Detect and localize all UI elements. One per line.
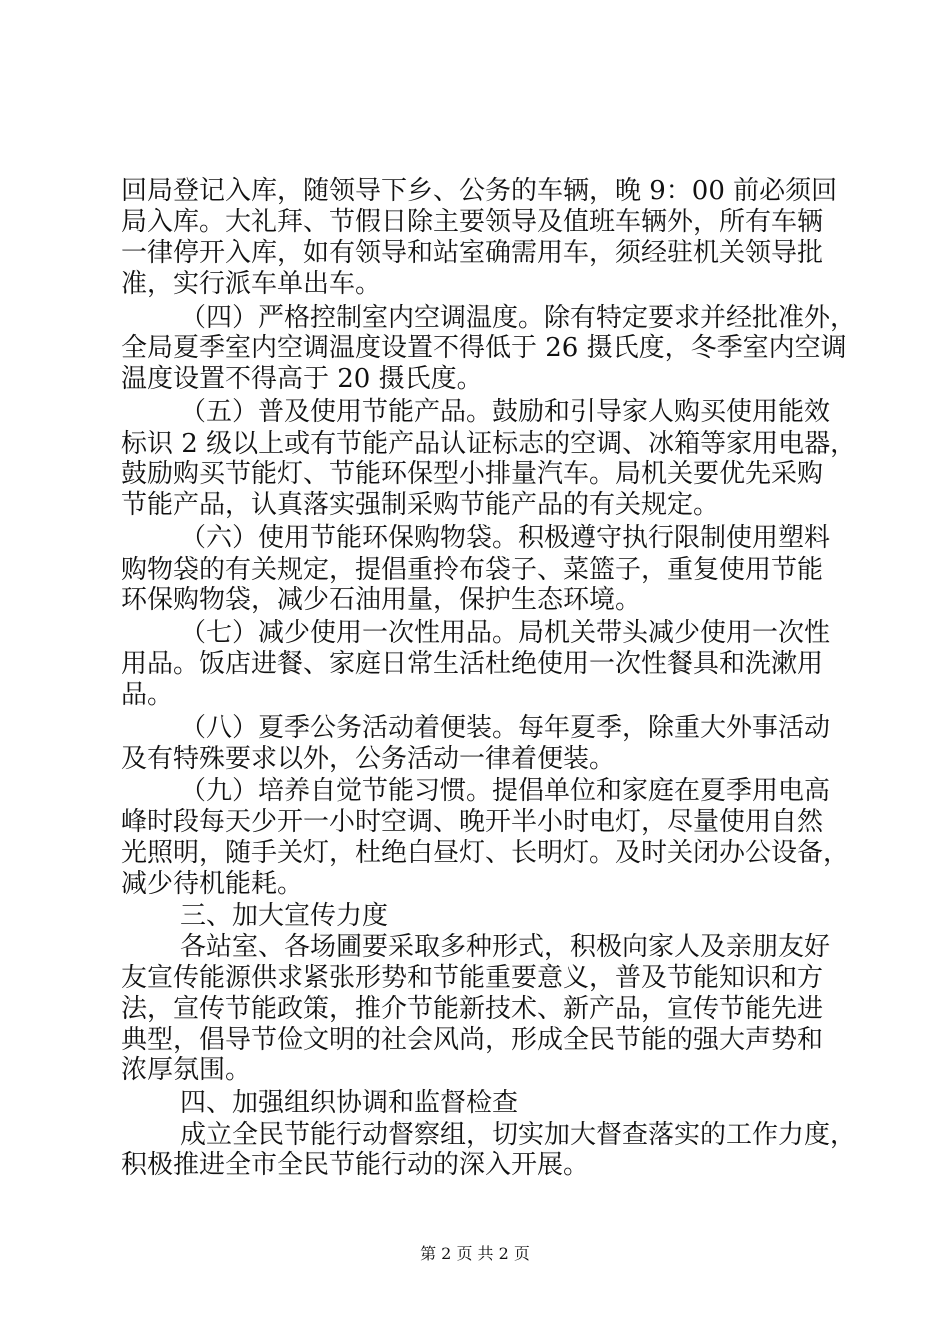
text-line: 温度设置不得高于 20 摄氏度。 xyxy=(121,364,483,395)
text-line: 鼓励购买节能灯、节能环保型小排量汽车。局机关要优先采购 xyxy=(121,459,824,489)
page-number-footer: 第 2 页 共 2 页 xyxy=(420,1244,530,1263)
text-line: 准，实行派车单出车。 xyxy=(121,268,382,299)
text-line: 及有特殊要求以外，公务活动一律着便装。 xyxy=(121,743,616,774)
text-line: 回局登记入库，随领导下乡、公务的车辆，晚 9：00 前必须回 xyxy=(121,176,838,206)
text-line: 峰时段每天少开一小时空调、晚开半小时电灯，尽量使用自然 xyxy=(121,807,824,838)
text-line: 光照明，随手关灯，杜绝白昼灯、长明灯。及时关闭办公设备， xyxy=(121,837,850,868)
text-line: 全局夏季室内空调温度设置不得低于 26 摄氏度，冬季室内空调 xyxy=(121,333,847,364)
text-line: 环保购物袋，减少石油用量，保护生态环境。 xyxy=(121,584,642,615)
text-line: （九）培养自觉节能习惯。提倡单位和家庭在夏季用电高 xyxy=(180,775,831,806)
text-line: （八）夏季公务活动着便装。每年夏季，除重大外事活动 xyxy=(180,712,831,743)
text-line: 品。 xyxy=(121,679,174,710)
text-line: （七）减少使用一次性用品。局机关带头减少使用一次性 xyxy=(180,617,831,648)
section-heading: 三、加大宣传力度 xyxy=(180,900,389,931)
text-line: 各站室、各场圃要采取多种形式，积极向家人及亲朋友好 xyxy=(180,932,831,963)
text-line: 减少待机能耗。 xyxy=(121,868,304,899)
text-line: 购物袋的有关规定，提倡重拎布袋子、菜篮子，重复使用节能 xyxy=(121,554,824,585)
text-line: 局入库。大礼拜、节假日除主要领导及值班车辆外，所有车辆 xyxy=(121,207,824,238)
text-line: 用品。饭店进餐、家庭日常生活杜绝使用一次性餐具和洗漱用 xyxy=(121,649,824,680)
text-line: 一律停开入库，如有领导和站室确需用车，须经驻机关领导批 xyxy=(121,237,824,268)
text-line: （四）严格控制室内空调温度。除有特定要求并经批准外， xyxy=(180,302,857,333)
text-line: 浓厚氛围。 xyxy=(121,1055,252,1086)
text-line: 友宣传能源供求紧张形势和节能重要意义，普及节能知识和方 xyxy=(121,963,824,994)
text-line: 典型，倡导节俭文明的社会风尚，形成全民节能的强大声势和 xyxy=(121,1025,824,1055)
text-line: （五）普及使用节能产品。鼓励和引导家人购买使用能效 xyxy=(180,397,831,428)
text-line: （六）使用节能环保购物袋。积极遵守执行限制使用塑料 xyxy=(180,523,831,554)
text-line: 法，宣传节能政策，推介节能新技术、新产品，宣传节能先进 xyxy=(121,993,824,1024)
text-line: 成立全民节能行动督察组，切实加大督查落实的工作力度， xyxy=(180,1119,857,1150)
section-heading: 四、加强组织协调和监督检查 xyxy=(180,1088,519,1119)
text-line: 标识 2 级以上或有节能产品认证标志的空调、冰箱等家用电器， xyxy=(121,428,857,459)
text-line: 积极推进全市全民节能行动的深入开展。 xyxy=(121,1150,590,1180)
text-line: 节能产品，认真落实强制采购节能产品的有关规定。 xyxy=(121,490,720,521)
